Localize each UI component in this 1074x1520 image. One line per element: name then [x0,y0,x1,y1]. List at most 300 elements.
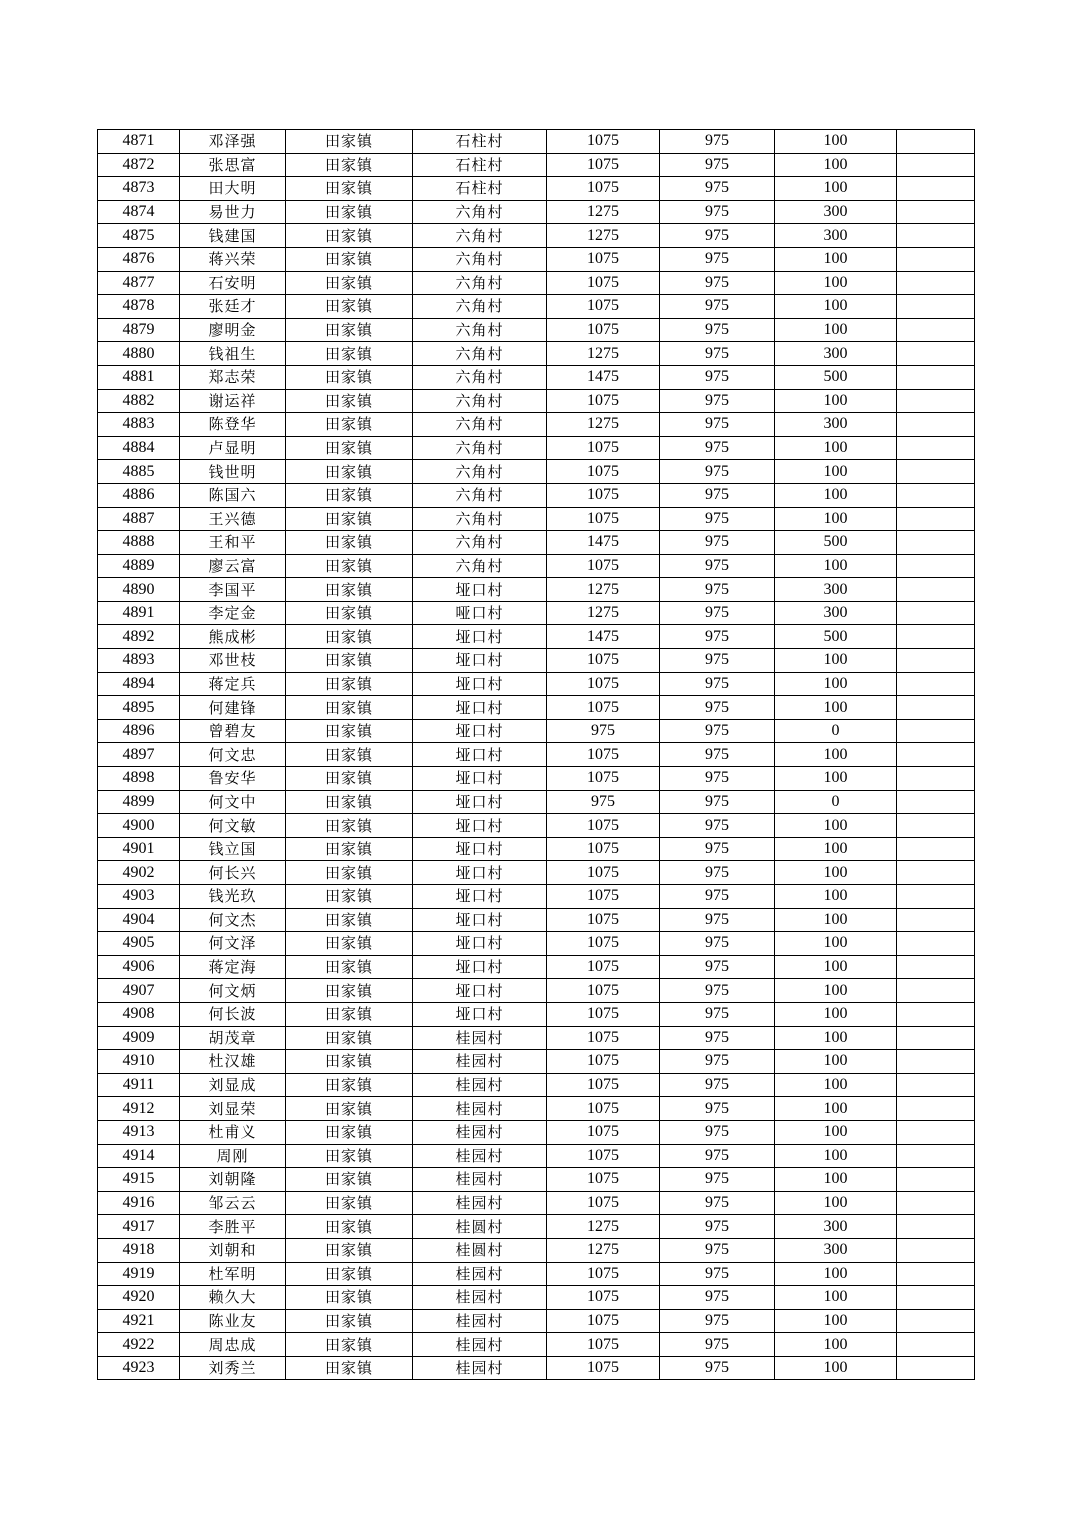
remark-cell [897,554,975,578]
difference-cell: 100 [775,885,897,909]
base-amount-cell: 975 [660,271,775,295]
total-amount-cell: 1075 [547,696,660,720]
name-cell: 何文忠 [180,743,286,767]
difference-cell: 300 [775,413,897,437]
village-cell: 六角村 [413,224,547,248]
difference-cell: 100 [775,507,897,531]
difference-cell: 100 [775,767,897,791]
base-amount-cell: 975 [660,342,775,366]
base-amount-cell: 975 [660,885,775,909]
base-amount-cell: 975 [660,318,775,342]
remark-cell [897,1002,975,1026]
serial-number-cell: 4891 [98,601,180,625]
difference-cell: 100 [775,1050,897,1074]
total-amount-cell: 1075 [547,814,660,838]
village-cell: 垭口村 [413,837,547,861]
town-cell: 田家镇 [286,885,413,909]
town-cell: 田家镇 [286,814,413,838]
remark-cell [897,1050,975,1074]
remark-cell [897,224,975,248]
difference-cell: 100 [775,743,897,767]
town-cell: 田家镇 [286,413,413,437]
difference-cell: 100 [775,1168,897,1192]
serial-number-cell: 4871 [98,130,180,154]
serial-number-cell: 4884 [98,436,180,460]
remark-cell [897,1144,975,1168]
difference-cell: 100 [775,436,897,460]
total-amount-cell: 1075 [547,1120,660,1144]
village-cell: 垭口村 [413,814,547,838]
difference-cell: 100 [775,130,897,154]
total-amount-cell: 1075 [547,1262,660,1286]
serial-number-cell: 4904 [98,908,180,932]
town-cell: 田家镇 [286,554,413,578]
table-row [98,1050,975,1074]
total-amount-cell: 1075 [547,1286,660,1310]
table-row [98,1120,975,1144]
name-cell: 张思富 [180,153,286,177]
remark-cell [897,1238,975,1262]
total-amount-cell: 1075 [547,177,660,201]
total-amount-cell: 1475 [547,625,660,649]
village-cell: 六角村 [413,554,547,578]
remark-cell [897,861,975,885]
remark-cell [897,247,975,271]
difference-cell: 100 [775,908,897,932]
base-amount-cell: 975 [660,1309,775,1333]
base-amount-cell: 975 [660,130,775,154]
village-cell: 六角村 [413,295,547,319]
table-row [98,342,975,366]
name-cell: 杜军明 [180,1262,286,1286]
village-cell: 桂园村 [413,1050,547,1074]
serial-number-cell: 4905 [98,932,180,956]
village-cell: 桂园村 [413,1286,547,1310]
village-cell: 垭口村 [413,790,547,814]
remark-cell [897,295,975,319]
difference-cell: 300 [775,578,897,602]
difference-cell: 300 [775,1238,897,1262]
village-cell: 垭口村 [413,719,547,743]
name-cell: 李定金 [180,601,286,625]
village-cell: 桂园村 [413,1262,547,1286]
name-cell: 何长波 [180,1002,286,1026]
difference-cell: 100 [775,483,897,507]
base-amount-cell: 975 [660,814,775,838]
remark-cell [897,531,975,555]
difference-cell: 300 [775,601,897,625]
table-row [98,578,975,602]
total-amount-cell: 1075 [547,932,660,956]
difference-cell: 100 [775,247,897,271]
remark-cell [897,271,975,295]
town-cell: 田家镇 [286,1073,413,1097]
town-cell: 田家镇 [286,1286,413,1310]
name-cell: 田大明 [180,177,286,201]
remark-cell [897,601,975,625]
village-cell: 哑口村 [413,601,547,625]
total-amount-cell: 1075 [547,837,660,861]
table-row [98,318,975,342]
difference-cell: 0 [775,719,897,743]
town-cell: 田家镇 [286,1262,413,1286]
table-row [98,1144,975,1168]
serial-number-cell: 4902 [98,861,180,885]
town-cell: 田家镇 [286,601,413,625]
total-amount-cell: 1075 [547,247,660,271]
remark-cell [897,200,975,224]
table-row [98,955,975,979]
name-cell: 钱祖生 [180,342,286,366]
village-cell: 垭口村 [413,955,547,979]
remark-cell [897,413,975,437]
name-cell: 李国平 [180,578,286,602]
remark-cell [897,955,975,979]
name-cell: 邹云云 [180,1191,286,1215]
base-amount-cell: 975 [660,460,775,484]
town-cell: 田家镇 [286,908,413,932]
total-amount-cell: 1075 [547,1073,660,1097]
town-cell: 田家镇 [286,1144,413,1168]
village-cell: 桂园村 [413,1120,547,1144]
village-cell: 垭口村 [413,1002,547,1026]
remark-cell [897,389,975,413]
remark-cell [897,649,975,673]
town-cell: 田家镇 [286,861,413,885]
name-cell: 何建锋 [180,696,286,720]
difference-cell: 100 [775,1002,897,1026]
remark-cell [897,342,975,366]
base-amount-cell: 975 [660,790,775,814]
difference-cell: 100 [775,318,897,342]
town-cell: 田家镇 [286,1168,413,1192]
name-cell: 蒋定海 [180,955,286,979]
name-cell: 钱建国 [180,224,286,248]
town-cell: 田家镇 [286,955,413,979]
name-cell: 邓世枝 [180,649,286,673]
name-cell: 钱光玖 [180,885,286,909]
difference-cell: 500 [775,365,897,389]
difference-cell: 100 [775,177,897,201]
base-amount-cell: 975 [660,743,775,767]
serial-number-cell: 4878 [98,295,180,319]
town-cell: 田家镇 [286,672,413,696]
town-cell: 田家镇 [286,1120,413,1144]
name-cell: 刘显荣 [180,1097,286,1121]
remark-cell [897,578,975,602]
village-cell: 六角村 [413,342,547,366]
name-cell: 王和平 [180,531,286,555]
serial-number-cell: 4896 [98,719,180,743]
base-amount-cell: 975 [660,649,775,673]
name-cell: 陈国六 [180,483,286,507]
total-amount-cell: 975 [547,790,660,814]
total-amount-cell: 1275 [547,200,660,224]
table-row [98,153,975,177]
difference-cell: 100 [775,861,897,885]
village-cell: 石柱村 [413,153,547,177]
base-amount-cell: 975 [660,1097,775,1121]
village-cell: 桂园村 [413,1144,547,1168]
table-row [98,767,975,791]
village-cell: 六角村 [413,318,547,342]
serial-number-cell: 4916 [98,1191,180,1215]
town-cell: 田家镇 [286,200,413,224]
town-cell: 田家镇 [286,342,413,366]
remark-cell [897,1356,975,1380]
remark-cell [897,1073,975,1097]
village-cell: 六角村 [413,483,547,507]
town-cell: 田家镇 [286,318,413,342]
serial-number-cell: 4917 [98,1215,180,1239]
difference-cell: 100 [775,1286,897,1310]
serial-number-cell: 4876 [98,247,180,271]
table-row [98,790,975,814]
total-amount-cell: 1075 [547,1026,660,1050]
serial-number-cell: 4906 [98,955,180,979]
table-row [98,672,975,696]
base-amount-cell: 975 [660,153,775,177]
serial-number-cell: 4923 [98,1356,180,1380]
difference-cell: 100 [775,271,897,295]
town-cell: 田家镇 [286,436,413,460]
name-cell: 郑志荣 [180,365,286,389]
remark-cell [897,932,975,956]
total-amount-cell: 1075 [547,483,660,507]
total-amount-cell: 1075 [547,153,660,177]
name-cell: 何文泽 [180,932,286,956]
remark-cell [897,318,975,342]
name-cell: 赖久大 [180,1286,286,1310]
village-cell: 垭口村 [413,625,547,649]
table-row [98,814,975,838]
table-row [98,483,975,507]
remark-cell [897,1215,975,1239]
difference-cell: 100 [775,460,897,484]
base-amount-cell: 975 [660,672,775,696]
village-cell: 垭口村 [413,979,547,1003]
name-cell: 石安明 [180,271,286,295]
difference-cell: 100 [775,1026,897,1050]
difference-cell: 100 [775,295,897,319]
name-cell: 廖云富 [180,554,286,578]
village-cell: 垭口村 [413,578,547,602]
table-row [98,224,975,248]
base-amount-cell: 975 [660,436,775,460]
total-amount-cell: 1075 [547,649,660,673]
difference-cell: 500 [775,531,897,555]
town-cell: 田家镇 [286,979,413,1003]
village-cell: 垭口村 [413,885,547,909]
town-cell: 田家镇 [286,247,413,271]
total-amount-cell: 1075 [547,1144,660,1168]
village-cell: 六角村 [413,389,547,413]
remark-cell [897,1262,975,1286]
serial-number-cell: 4912 [98,1097,180,1121]
table-row [98,389,975,413]
town-cell: 田家镇 [286,649,413,673]
table-row [98,1309,975,1333]
serial-number-cell: 4879 [98,318,180,342]
name-cell: 杜汉雄 [180,1050,286,1074]
base-amount-cell: 975 [660,483,775,507]
total-amount-cell: 1275 [547,1238,660,1262]
table-body [98,130,975,1380]
table-row [98,861,975,885]
village-cell: 桂园村 [413,1026,547,1050]
name-cell: 鲁安华 [180,767,286,791]
remark-cell [897,1026,975,1050]
total-amount-cell: 1075 [547,389,660,413]
base-amount-cell: 975 [660,1215,775,1239]
base-amount-cell: 975 [660,1262,775,1286]
town-cell: 田家镇 [286,1238,413,1262]
town-cell: 田家镇 [286,767,413,791]
base-amount-cell: 975 [660,177,775,201]
base-amount-cell: 975 [660,247,775,271]
remark-cell [897,908,975,932]
town-cell: 田家镇 [286,790,413,814]
serial-number-cell: 4910 [98,1050,180,1074]
town-cell: 田家镇 [286,1191,413,1215]
total-amount-cell: 1075 [547,861,660,885]
record-table [97,129,975,1380]
total-amount-cell: 1475 [547,531,660,555]
table-row [98,554,975,578]
name-cell: 张廷才 [180,295,286,319]
town-cell: 田家镇 [286,1026,413,1050]
remark-cell [897,436,975,460]
base-amount-cell: 975 [660,1191,775,1215]
total-amount-cell: 1275 [547,578,660,602]
base-amount-cell: 975 [660,224,775,248]
name-cell: 熊成彬 [180,625,286,649]
table-row [98,200,975,224]
serial-number-cell: 4914 [98,1144,180,1168]
town-cell: 田家镇 [286,460,413,484]
town-cell: 田家镇 [286,743,413,767]
name-cell: 刘显成 [180,1073,286,1097]
town-cell: 田家镇 [286,224,413,248]
remark-cell [897,483,975,507]
town-cell: 田家镇 [286,153,413,177]
table-row [98,1238,975,1262]
village-cell: 六角村 [413,247,547,271]
village-cell: 垭口村 [413,743,547,767]
table-row [98,1356,975,1380]
difference-cell: 300 [775,1215,897,1239]
serial-number-cell: 4913 [98,1120,180,1144]
village-cell: 桂园村 [413,1356,547,1380]
table-row [98,436,975,460]
base-amount-cell: 975 [660,1238,775,1262]
village-cell: 六角村 [413,531,547,555]
serial-number-cell: 4889 [98,554,180,578]
village-cell: 桂园村 [413,1309,547,1333]
serial-number-cell: 4886 [98,483,180,507]
serial-number-cell: 4892 [98,625,180,649]
serial-number-cell: 4888 [98,531,180,555]
table-row [98,837,975,861]
village-cell: 六角村 [413,365,547,389]
table-row [98,932,975,956]
base-amount-cell: 975 [660,200,775,224]
base-amount-cell: 975 [660,531,775,555]
remark-cell [897,153,975,177]
town-cell: 田家镇 [286,1356,413,1380]
table-row [98,531,975,555]
table-row [98,1286,975,1310]
serial-number-cell: 4911 [98,1073,180,1097]
table-row [98,365,975,389]
village-cell: 垭口村 [413,908,547,932]
name-cell: 李胜平 [180,1215,286,1239]
town-cell: 田家镇 [286,578,413,602]
difference-cell: 300 [775,342,897,366]
serial-number-cell: 4875 [98,224,180,248]
table-row [98,696,975,720]
village-cell: 六角村 [413,436,547,460]
total-amount-cell: 1075 [547,271,660,295]
name-cell: 曾碧友 [180,719,286,743]
name-cell: 杜甫义 [180,1120,286,1144]
base-amount-cell: 975 [660,1144,775,1168]
serial-number-cell: 4918 [98,1238,180,1262]
table-row [98,601,975,625]
base-amount-cell: 975 [660,979,775,1003]
serial-number-cell: 4903 [98,885,180,909]
serial-number-cell: 4909 [98,1026,180,1050]
name-cell: 何文炳 [180,979,286,1003]
serial-number-cell: 4894 [98,672,180,696]
village-cell: 垭口村 [413,861,547,885]
difference-cell: 100 [775,153,897,177]
base-amount-cell: 975 [660,1050,775,1074]
total-amount-cell: 1075 [547,743,660,767]
name-cell: 刘朝和 [180,1238,286,1262]
serial-number-cell: 4907 [98,979,180,1003]
village-cell: 垭口村 [413,932,547,956]
name-cell: 邓泽强 [180,130,286,154]
table-row [98,271,975,295]
base-amount-cell: 975 [660,1002,775,1026]
total-amount-cell: 1075 [547,130,660,154]
base-amount-cell: 975 [660,578,775,602]
town-cell: 田家镇 [286,1050,413,1074]
remark-cell [897,767,975,791]
town-cell: 田家镇 [286,295,413,319]
remark-cell [897,1309,975,1333]
base-amount-cell: 975 [660,601,775,625]
serial-number-cell: 4877 [98,271,180,295]
village-cell: 桂园村 [413,1333,547,1357]
total-amount-cell: 1075 [547,979,660,1003]
table-row [98,1215,975,1239]
village-cell: 垭口村 [413,672,547,696]
remark-cell [897,130,975,154]
village-cell: 石柱村 [413,177,547,201]
base-amount-cell: 975 [660,1333,775,1357]
name-cell: 王兴德 [180,507,286,531]
difference-cell: 100 [775,1120,897,1144]
town-cell: 田家镇 [286,719,413,743]
difference-cell: 100 [775,1073,897,1097]
serial-number-cell: 4898 [98,767,180,791]
serial-number-cell: 4893 [98,649,180,673]
difference-cell: 500 [775,625,897,649]
total-amount-cell: 1075 [547,1191,660,1215]
name-cell: 陈登华 [180,413,286,437]
